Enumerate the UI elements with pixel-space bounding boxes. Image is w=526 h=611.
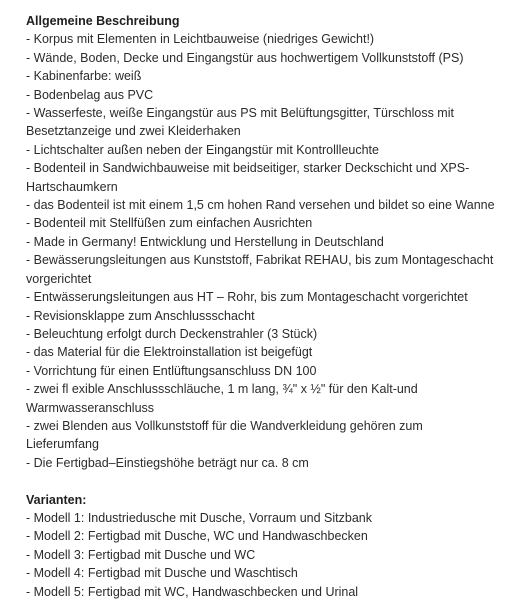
- description-line: Lieferumfang: [26, 437, 99, 452]
- variant-item: - Modell 2: Fertigbad mit Dusche, WC und Handwaschbecken: [26, 529, 368, 544]
- description-line: - Lichtschalter außen neben der Eingangstür mit Kontrollleuchte: [26, 142, 379, 157]
- variants-heading: Varianten:: [26, 492, 87, 507]
- description-line: Warmwasseranschluss: [26, 400, 155, 415]
- description-line: - Beleuchtung erfolgt durch Deckenstrahler (3 Stück): [26, 326, 318, 341]
- description-line: vorgerichtet: [26, 271, 92, 286]
- description-line: - Korpus mit Elementen in Leichtbauweise (niedriges Gewicht!): [26, 32, 375, 47]
- description-line: - Wasserfeste, weiße Eingangstür aus PS mit Belüftungsgitter, Türschloss mit: [26, 106, 454, 121]
- description-line: - Bodenteil in Sandwichbauweise mit beidseitiger, starker Deckschicht und XPS-: [26, 161, 470, 176]
- description-line: - Revisionsklappe zum Anschlussschacht: [26, 308, 255, 323]
- description-line: - Bewässerungsleitungen aus Kunststoff, Fabrikat REHAU, bis zum Montageschacht: [26, 253, 494, 268]
- description-line: - Wände, Boden, Decke und Eingangstür aus hochwertigem Vollkunststoff (PS): [26, 50, 464, 65]
- description-line: Besetztanzeige und zwei Kleiderhaken: [26, 124, 241, 139]
- description-line: - Made in Germany! Entwicklung und Herstellung in Deutschland: [26, 234, 384, 249]
- variant-item: - Modell 4: Fertigbad mit Dusche und Waschtisch: [26, 566, 298, 581]
- description-line: - Entwässerungsleitungen aus HT – Rohr, bis zum Montageschacht vorgerichtet: [26, 290, 468, 305]
- general-description-list: [26, 30, 520, 472]
- variants-list: [26, 509, 520, 601]
- description-line: Hartschaumkern: [26, 179, 118, 194]
- description-line: - Vorrichtung für einen Entlüftungsanschluss DN 100: [26, 363, 317, 378]
- description-line: - Die Fertigbad–Einstiegshöhe beträgt nur ca. 8 cm: [26, 455, 309, 470]
- variant-item: - Modell 5: Fertigbad mit WC, Handwaschbecken und Urinal: [26, 584, 359, 599]
- description-line: - das Material für die Elektroinstallation ist beigefügt: [26, 345, 313, 360]
- description-line: - Bodenbelag aus PVC: [26, 87, 154, 102]
- description-line: - das Bodenteil ist mit einem 1,5 cm hohen Rand versehen und bildet so eine Wanne: [26, 198, 495, 213]
- variant-item: - Modell 1: Industriedusche mit Dusche, Vorraum und Sitzbank: [26, 510, 373, 525]
- variant-item: - Modell 3: Fertigbad mit Dusche und WC: [26, 547, 256, 562]
- general-description-heading: Allgemeine Beschreibung: [26, 14, 180, 28]
- description-line: - Kabinenfarbe: weiß: [26, 69, 142, 84]
- description-line: - zwei Blenden aus Vollkunststoff für die Wandverkleidung gehören zum: [26, 418, 423, 433]
- description-line: - Bodenteil mit Stellfüßen zum einfachen Ausrichten: [26, 216, 313, 231]
- description-line: - zwei fl exible Anschlussschläuche, 1 m lang, ¾" x ½" für den Kalt-und: [26, 382, 418, 397]
- section-spacer: [26, 472, 520, 490]
